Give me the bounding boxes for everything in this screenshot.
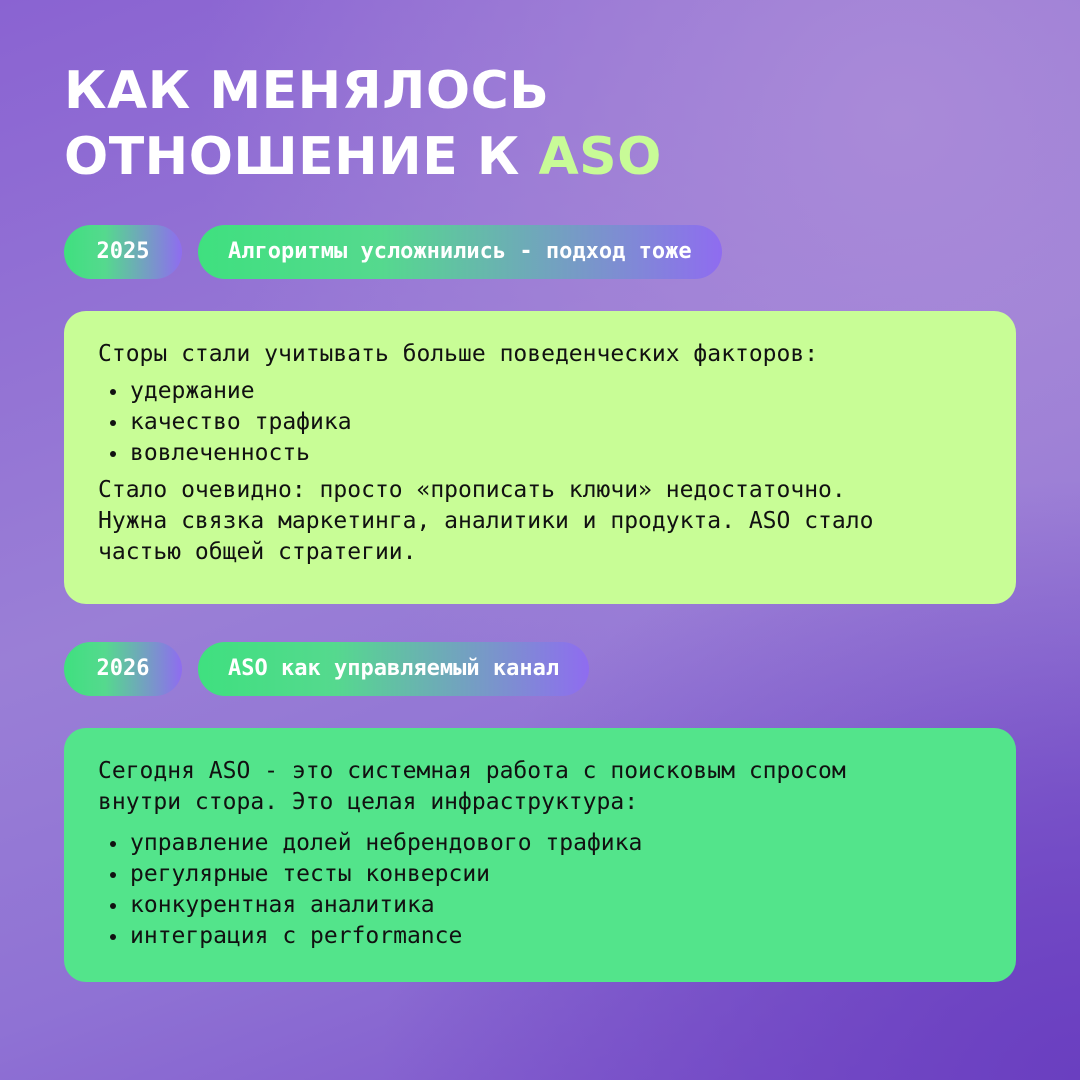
year-badge-2025: 2025 [64, 225, 182, 279]
card-intro: Сегодня ASO - это системная работа с поисковым спросом внутри стора. Это целая инфраструктура: [98, 758, 846, 815]
bullet-list [98, 376, 982, 469]
title-accent: ASO [538, 127, 662, 187]
section-card-2026 [64, 728, 1016, 982]
list-item: качество трафика [98, 407, 982, 438]
bullet-list [98, 828, 982, 952]
list-item: интеграция с performance [98, 921, 982, 952]
card-outro: Стало очевидно: просто «прописать ключи» недостаточно. Нужна связка маркетинга, аналитики и продукта. ASO стало частью общей стратегии. [98, 477, 874, 565]
list-item: управление долей небрендового трафика [98, 828, 982, 859]
title-line-2 [64, 124, 662, 190]
section-heading-2025: Алгоритмы усложнились - подход тоже [198, 225, 722, 279]
page-title [64, 58, 662, 190]
section-heading-2026: ASO как управляемый канал [198, 642, 589, 696]
year-badge-2026: 2026 [64, 642, 182, 696]
list-item: конкурентная аналитика [98, 890, 982, 921]
title-line-2-prefix: ОТНОШЕНИЕ К [64, 127, 520, 187]
card-intro: Сторы стали учитывать больше поведенческих факторов: [98, 341, 819, 367]
list-item: регулярные тесты конверсии [98, 859, 982, 890]
section-card-2025 [64, 311, 1016, 604]
list-item: удержание [98, 376, 982, 407]
title-line-1: КАК МЕНЯЛОСЬ [64, 61, 550, 121]
list-item: вовлеченность [98, 438, 982, 469]
